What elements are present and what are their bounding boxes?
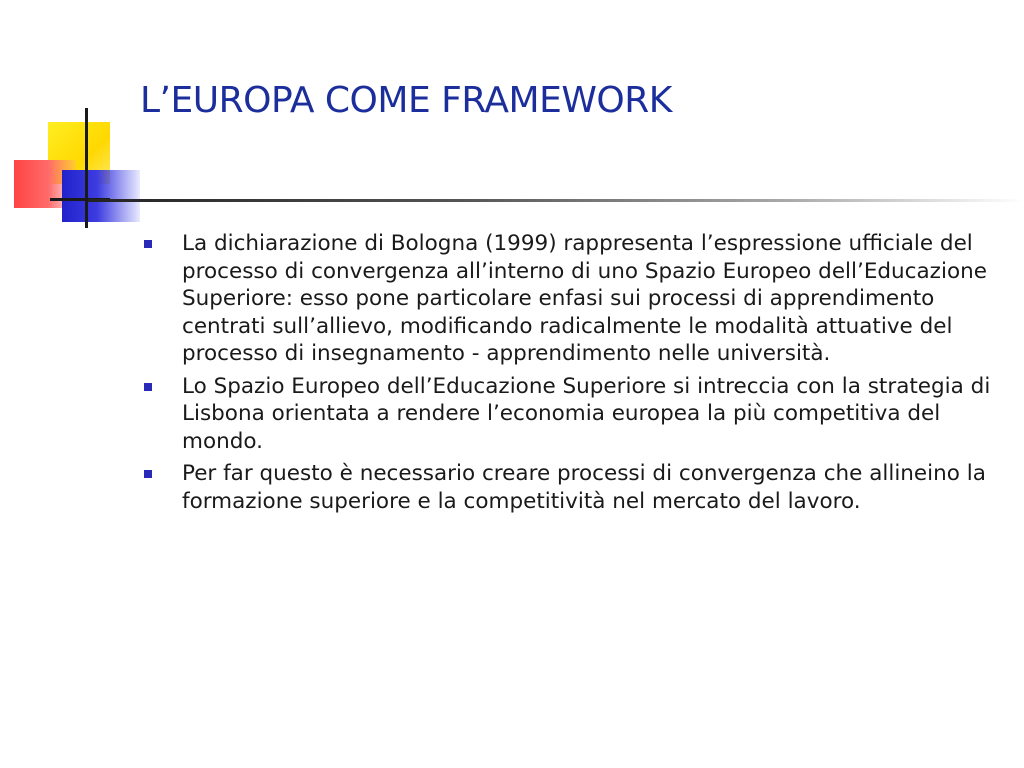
bullet-item <box>140 460 1000 515</box>
square-bullet-icon <box>144 383 152 391</box>
square-bullet-icon <box>144 470 152 478</box>
bullet-text: Lo Spazio Europeo dell’Educazione Superiore si intreccia con la strategia di Lisbona orientata a rendere l’economia europea la più competitiva del mondo. <box>182 373 991 454</box>
square-bullet-icon <box>144 240 152 248</box>
bullet-text: Per far questo è necessario creare processi di convergenza che allineino la formazione superiore e la competitività nel mercato del lavoro. <box>182 461 986 514</box>
blue-square-shape <box>62 170 140 222</box>
vertical-line-shape <box>85 108 88 228</box>
bullet-text: La dichiarazione di Bologna (1999) rappresenta l’espressione ufficiale del processo di convergenza all’interno di uno Spazio Europeo dell’Educazione Superiore: esso pone particolare enfasi sui processi di apprendimento centrati sull’allievo, modificando radicalmente le modalità attuative del processo di insegnamento - apprendimento nelle università. <box>182 231 987 366</box>
bullet-list <box>140 230 1000 520</box>
decorative-squares-logo <box>0 0 150 240</box>
bullet-item <box>140 230 1000 368</box>
title-divider <box>88 199 1024 202</box>
slide-title: L’EUROPA COME FRAMEWORK <box>140 80 672 121</box>
bullet-item <box>140 373 1000 456</box>
